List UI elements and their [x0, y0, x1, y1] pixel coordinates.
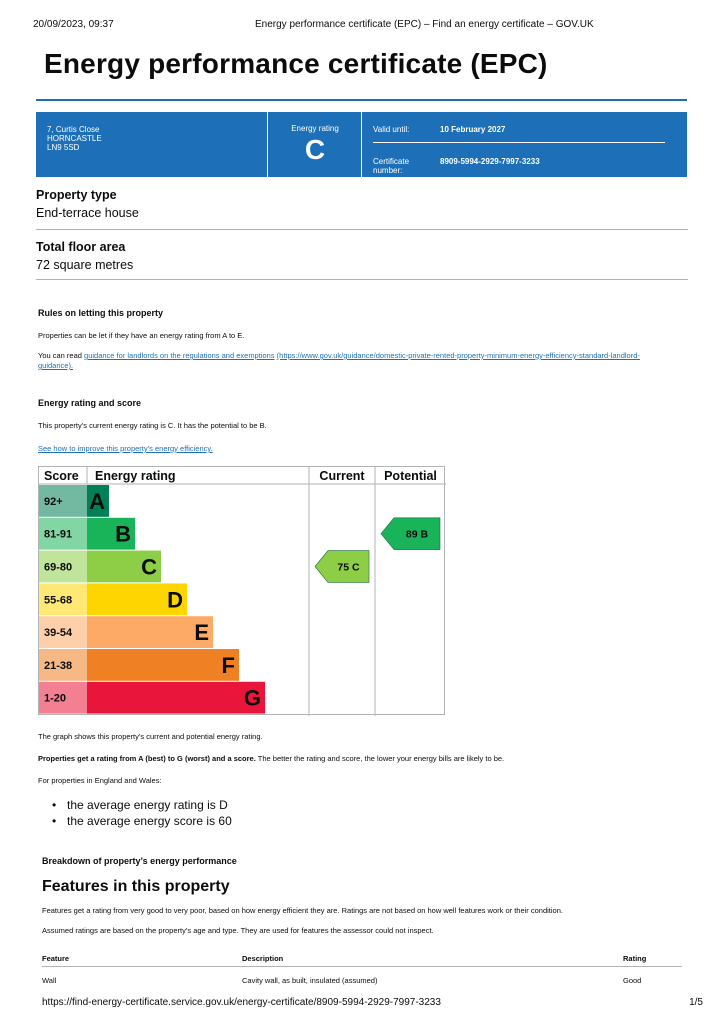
address-line-1: 7, Curtis Close	[47, 125, 100, 134]
band-f-bar	[87, 649, 239, 681]
energy-rating-value: C	[304, 134, 326, 165]
band-b-score: 81-91	[44, 528, 73, 541]
epc-banner	[36, 112, 687, 177]
features-text: Features get a rating from very good to very poor, based on how energy efficient they are. Ratings are not based on how well features work or their condition.	[42, 906, 563, 915]
energy-rating-label: Energy rating	[291, 124, 339, 133]
address-line-2: HORNCASTLE	[47, 134, 102, 143]
band-d-score: 55-68	[44, 594, 73, 607]
floor-area-label: Total floor area	[36, 240, 126, 254]
page-number: 1/5	[689, 997, 703, 1008]
score-column-header: Score	[44, 469, 79, 483]
table-header-divider	[42, 966, 682, 967]
breakdown-heading: Breakdown of property’s energy performance	[42, 856, 237, 866]
features-table	[42, 950, 682, 992]
band-f-score: 21-38	[44, 659, 73, 672]
address-postcode: LN9 5SD	[47, 143, 80, 152]
landlord-guidance-url-cont[interactable]: guidance).	[38, 361, 74, 370]
floor-area-block	[36, 240, 688, 280]
band-a-letter: A	[89, 488, 105, 514]
rating-scale-bold: Properties get a rating from A (best) to G (worst) and a score.	[38, 754, 256, 763]
description-cell: Cavity wall, as built, insulated (assumed)	[242, 976, 378, 985]
band-c-letter: C	[141, 554, 157, 580]
england-wales-text: For properties in England and Wales:	[38, 776, 162, 785]
property-type-value: End-terrace house	[36, 206, 139, 220]
energy-rating-box	[269, 112, 362, 177]
rating-scale-explanation	[38, 754, 504, 764]
rating-header: Rating	[623, 954, 647, 963]
features-title: Features in this property	[42, 878, 230, 895]
letting-text: Properties can be let if they have an energy rating from A to E.	[38, 331, 245, 340]
page-title: Energy performance certificate (EPC)	[44, 48, 548, 79]
band-f-letter: F	[221, 652, 235, 678]
band-g-score: 1-20	[44, 692, 67, 705]
property-address	[36, 112, 268, 177]
energy-rating-column-header: Energy rating	[95, 469, 176, 483]
letting-guidance	[38, 351, 688, 371]
current-rating-label: 75 C	[337, 561, 360, 574]
band-e-score: 39-54	[44, 627, 73, 640]
rating-cell: Good	[623, 976, 642, 985]
band-b-letter: B	[115, 521, 131, 547]
band-g-bar	[87, 682, 265, 714]
rating-scale-rest: The better the rating and score, the lower your energy bills are likely to be.	[255, 754, 505, 763]
certificate-number-label: Certificate number:	[373, 157, 410, 175]
valid-until-row	[373, 125, 665, 143]
feature-cell: Wall	[42, 976, 57, 985]
energy-rating-graph	[38, 466, 445, 715]
potential-rating-label: 89 B	[405, 528, 429, 541]
band-g-letter: G	[243, 685, 261, 711]
title-divider	[36, 99, 687, 101]
average-rating-item: • the average energy rating is D	[52, 797, 232, 813]
certificate-number-value: 8909-5994-2929-7997-3233	[440, 157, 540, 166]
average-rating-list	[52, 797, 232, 829]
rating-heading: Energy rating and score	[38, 398, 142, 408]
certificate-details	[363, 112, 687, 177]
energy-rating-chart	[39, 467, 446, 716]
print-header	[33, 19, 690, 33]
valid-until-value: 10 February 2027	[440, 125, 506, 134]
feature-header: Feature	[42, 954, 70, 963]
band-c-score: 69-80	[44, 561, 73, 574]
property-type-label: Property type	[36, 188, 117, 202]
print-datetime: 20/09/2023, 09:37	[33, 19, 114, 30]
band-d-letter: D	[167, 587, 183, 613]
potential-column-header: Potential	[384, 469, 437, 483]
print-page-title: Energy performance certificate (EPC) – Find an energy certificate – GOV.UK	[255, 19, 594, 30]
band-a-score: 92+	[44, 495, 63, 508]
landlord-guidance-link[interactable]: guidance for landlords on the regulations and exemptions	[84, 351, 275, 360]
assumed-ratings-text: Assumed ratings are based on the property’s age and type. They are used for features the assessor could not inspect.	[42, 926, 434, 935]
valid-until-label: Valid until:	[373, 125, 410, 134]
landlord-guidance-url[interactable]: (https://www.gov.uk/guidance/domestic-private-rented-property-minimum-energy-efficiency-standard-landlord-	[276, 351, 640, 360]
floor-area-value: 72 square metres	[36, 258, 134, 272]
current-column-header: Current	[319, 469, 365, 483]
improve-efficiency-link[interactable]: See how to improve this property’s energy efficiency.	[38, 444, 213, 453]
description-header: Description	[242, 954, 284, 963]
property-type-block	[36, 188, 688, 230]
guidance-prefix: You can read	[38, 351, 82, 360]
footer-url: https://find-energy-certificate.service.gov.uk/energy-certificate/8909-5994-2929-7997-3233	[42, 997, 441, 1008]
graph-explanation: The graph shows this property’s current and potential energy rating.	[38, 732, 263, 741]
average-score-item: • the average energy score is 60	[52, 813, 232, 829]
rating-text: This property’s current energy rating is C. It has the potential to be B.	[38, 421, 267, 430]
band-e-letter: E	[194, 620, 209, 646]
letting-heading: Rules on letting this property	[38, 308, 164, 318]
